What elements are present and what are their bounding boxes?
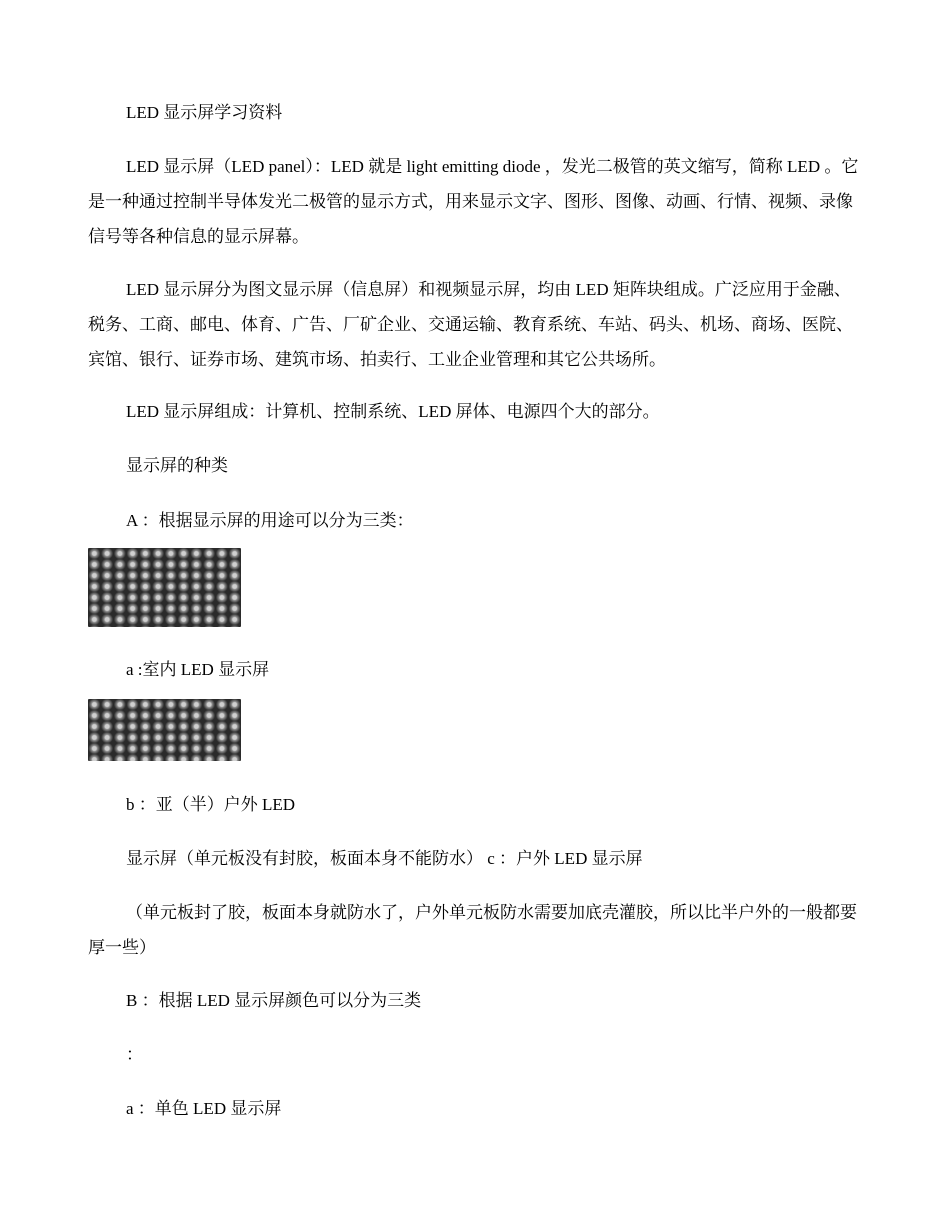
paragraph-types: LED 显示屏分为图文显示屏（信息屏）和视频显示屏，均由 LED 矩阵块组成。广泛应用于金融、税务、工商、邮电、体育、广告、厂矿企业、交通运输、教育系统、车站、码头、机场、商场、医院、宾馆、银行、证券市场、建筑市场、拍卖行、工业企业管理和其它公共场所。 <box>88 280 853 369</box>
paragraph-colon: ： <box>126 1045 143 1064</box>
paragraph-usage-category: A ：根据显示屏的用途可以分为三类： <box>126 511 414 530</box>
indoor-led-module-image <box>88 548 241 627</box>
paragraph-color-category: B ：根据 LED 显示屏颜色可以分为三类 <box>126 991 422 1010</box>
heading-display-types: 显示屏的种类 <box>126 456 228 475</box>
doc-title: LED 显示屏学习资料 <box>126 103 283 122</box>
paragraph-outdoor-note: （单元板封了胶，板面本身就防水了，户外单元板防水需要加底壳灌胶，所以比半户外的一般都要厚一些） <box>88 903 857 957</box>
paragraph-semi-outdoor-note: 显示屏（单元板没有封胶，板面本身不能防水） c ：户外 LED 显示屏 <box>126 849 643 868</box>
paragraph-semi-outdoor: b ：亚（半）户外 LED <box>126 795 296 814</box>
paragraph-components: LED 显示屏组成：计算机、控制系统、LED 屏体、电源四个大的部分。 <box>126 402 660 421</box>
semi-outdoor-led-module-image <box>88 699 241 761</box>
paragraph-indoor: a :室内 LED 显示屏 <box>126 660 270 679</box>
paragraph-intro: LED 显示屏（LED panel）：LED 就是 light emitting diode ，发光二极管的英文缩写，简称 LED 。它是一种通过控制半导体发光二极管的显示方式，用来显示文字、图形、图像、动画、行情、视频、录像信号等各种信息的显示屏幕。 <box>88 157 859 246</box>
paragraph-single-color: a ：单色 LED 显示屏 <box>126 1099 282 1118</box>
